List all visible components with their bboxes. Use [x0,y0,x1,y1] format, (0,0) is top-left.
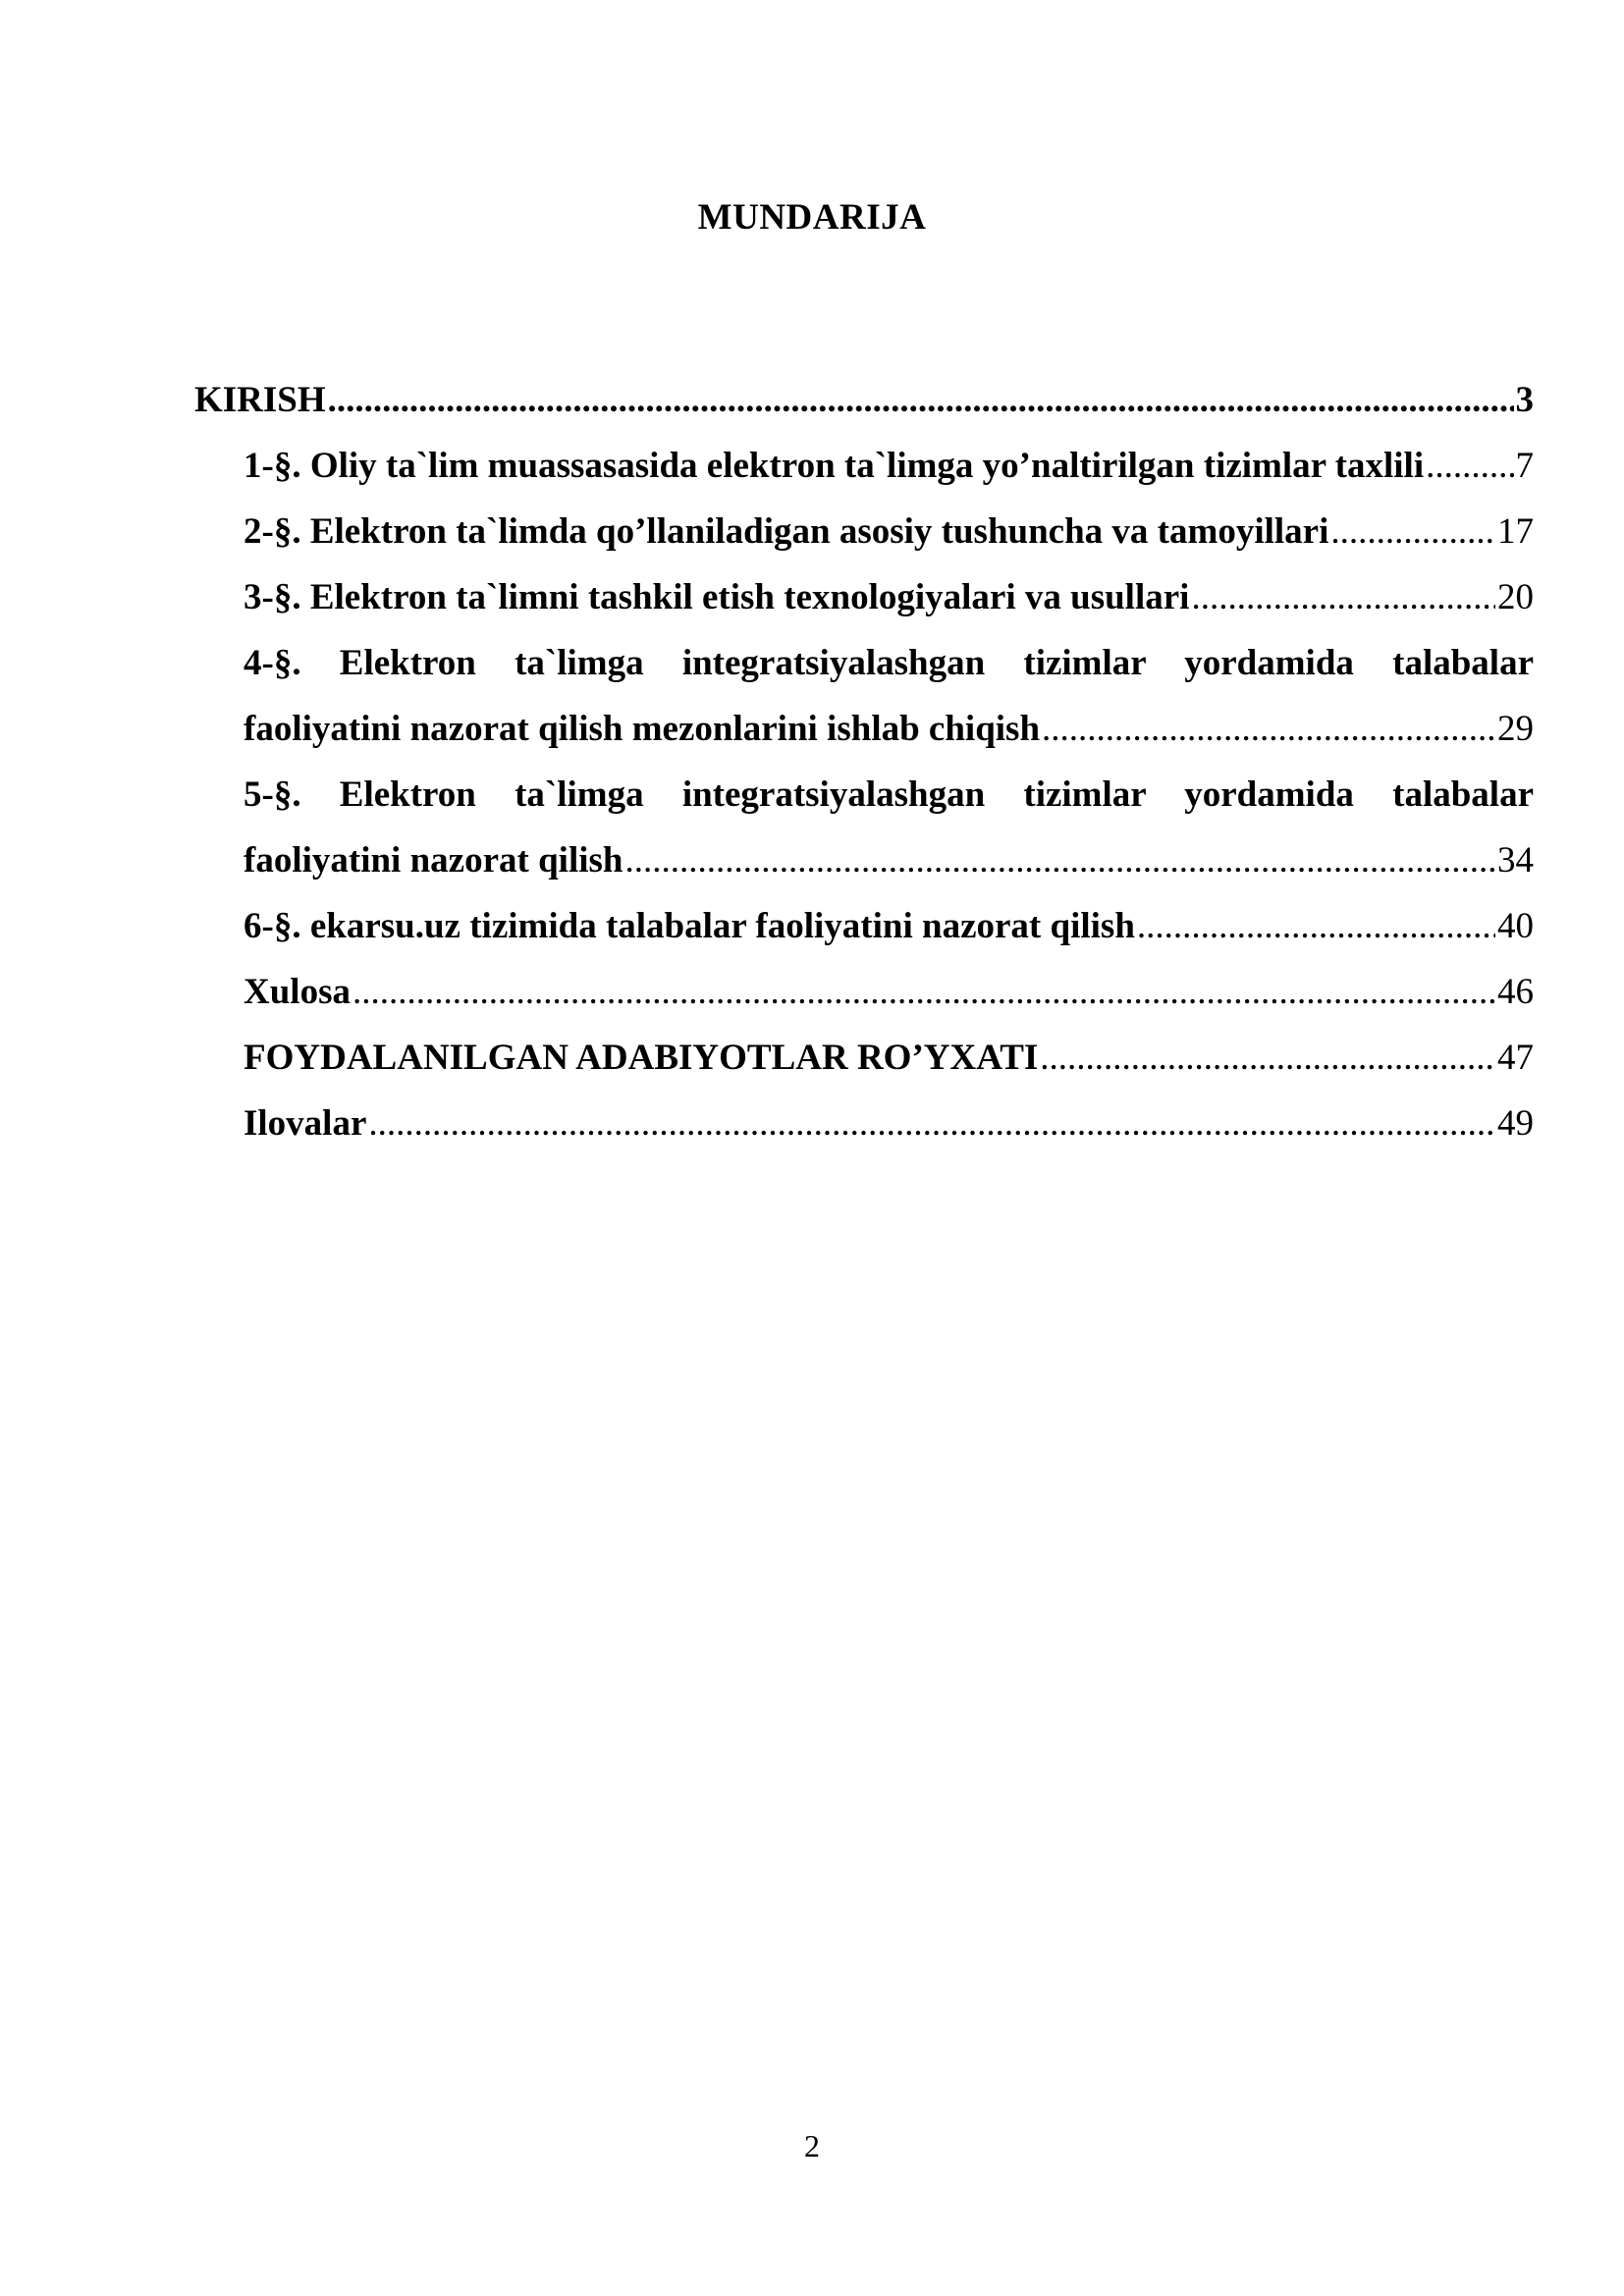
toc-entry-ilovalar[interactable] [244,1099,1534,1148]
page-number: 2 [804,2128,820,2163]
toc-entry-label: faoliyatini nazorat qilish [244,840,623,881]
toc-entry-section-2[interactable] [244,507,1534,557]
toc-entry-label: 6-§. ekarsu.uz tizimida talabalar faoliyatini nazorat qilish [244,906,1135,946]
toc-leader-dots [624,836,1495,885]
toc-entry-page: 34 [1497,840,1534,881]
toc-entry-label: 5-§. Elektron ta`limga integratsiyalashgan tizimlar yordamida talabalar [244,774,1534,815]
toc-entry-label: Ilovalar [244,1103,367,1144]
toc-entry-section-4-line1[interactable] [244,639,1534,688]
toc-entry-page: 40 [1497,906,1534,946]
toc-entry-label: Xulosa [244,972,351,1012]
toc-entry-label: FOYDALANILGAN ADABIYOTLAR RO’YXATI [244,1038,1039,1078]
toc-entry-label: 2-§. Elektron ta`limda qo’llaniladigan asosiy tushuncha va tamoyillari [244,511,1329,552]
toc-entry-adabiyotlar[interactable] [244,1034,1534,1083]
toc-entry-page: 20 [1497,577,1534,617]
toc-leader-dots [328,376,1514,425]
toc-entry-page: 49 [1497,1103,1534,1144]
toc-entry-section-1[interactable] [244,442,1534,491]
toc-leader-dots [1042,705,1495,754]
toc-entry-page: 3 [1515,380,1534,420]
toc-entry-page: 29 [1497,709,1534,749]
toc-entry-section-5-line1[interactable] [244,771,1534,820]
toc-entry-label: 1-§. Oliy ta`lim muassasasida elektron ta`limga yo’naltirilgan tizimlar taxlili [244,446,1425,486]
toc-entry-page: 7 [1515,446,1534,486]
toc-leader-dots [368,1099,1495,1148]
toc-leader-dots [1330,507,1495,557]
toc-entry-section-3[interactable] [244,573,1534,622]
toc-leader-dots [1191,573,1495,622]
toc-leader-dots [1426,442,1513,491]
toc-entry-label: 4-§. Elektron ta`limga integratsiyalashgan tizimlar yordamida talabalar [244,643,1534,683]
toc-entry-section-4-line2[interactable] [244,705,1534,754]
toc-entry-label: KIRISH [194,380,326,420]
toc-leader-dots [1040,1034,1495,1083]
toc-entry-section-6[interactable] [244,902,1534,951]
toc-entry-page: 46 [1497,972,1534,1012]
toc-entry-section-5-line2[interactable] [244,836,1534,885]
toc-entry-xulosa[interactable] [244,968,1534,1017]
toc-leader-dots [352,968,1495,1017]
toc-entry-label: 3-§. Elektron ta`limni tashkil etish texnologiyalari va usullari [244,577,1190,617]
toc-entry-page: 47 [1497,1038,1534,1078]
toc-entry-kirish[interactable] [194,376,1534,425]
toc-leader-dots [1137,902,1495,951]
page-title: MUNDARIJA [697,197,927,238]
toc-entry-label: faoliyatini nazorat qilish mezonlarini ishlab chiqish [244,709,1041,749]
toc-entry-page: 17 [1497,511,1534,552]
